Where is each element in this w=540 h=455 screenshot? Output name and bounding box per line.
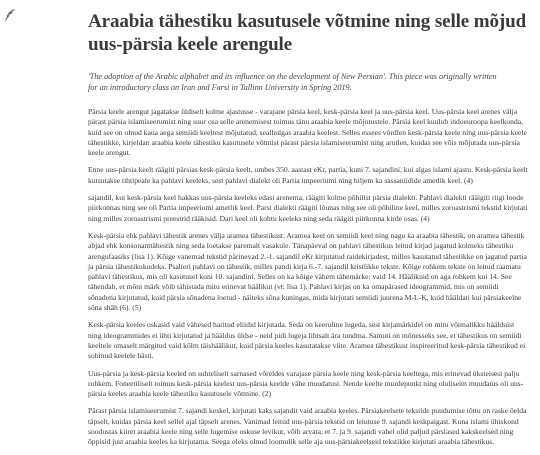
- paragraph-2: Enne uus-pärsia keelt räägiti pärsias kesk-pärsia keelt, umbes 350. aastast eKr, partia, kuni 7. sajandini, kui algas islami ajastu. Kesk-pärsia keelt kutsutakse tihtipeale ka pahlavi keeleks, sest pahlavi dialekt oli Partia impeeriumi ning hiljem ka sassaniidide ametlik keel. (4): [88, 165, 528, 185]
- paragraph-6: Uus-pärsia ja kesk-pärsia keeled on suhteliselt sarnased võreldes varajase pärsia keele ning kesk-pärsia keeltega, mis erinevad üksteisest palju rohkem. Foneetiliselt toimus kesk-pärsia keelest uus-pärsia keelde vähe muudatusi. Nende keelte murdepunkt ning oluliseim muudatus oli uus-pärsia keeles araabia keele tähestiku kasutusele võtmine. (2): [88, 368, 524, 399]
- article: [88, 10, 528, 455]
- article-title: Araabia tähestiku kasutusele võtmine ning selle mõjud uus-pärsia keele arengule: [88, 11, 527, 55]
- paragraph-4: Kesk-pärsia ehk pahlavi tähestik arenes välja aramea tähestikust. Aramea keel on semiidi keel ning nagu ka araabia tähestik, on aramea tähestik abjad ehk konsonanttähestik ning seda loetakse paremalt vasakule. Tänapäeval on pahlavi tähestikus leitud kirjad jagatud kolmeks tähestiku arengufaasiks (lisa 1). Kõige vanemad tekstid pärinevad 2.-1. sajandil eKr kirjutatud raidekirjadest, milles kasutatud tähestikke on jagatud partia ja pärsia tähestikukudeks. Psalteri pahlavi on tähestik, milles pandi kirja 6.-7. sajandil kristlikke tekste. Kõige rohkem tekste on leitud raamatu pahlavi tähestikus, mis oli kasutusel kuni 10. sajandini. Selles on ka kõige vähem tähemärke: vaid 14. Häälikuid on aga rohkem kui 14. See tähendab, et mõni märk võib tähistada mitu erinevat häälikut (vt: lisa 1). Pahlavi kirjas on ka omapärased ideogrammid, mis on semiidi sõnadena kirjutatud, kuid pärsia sõnadena loetud - näiteks sõna kuningas, mida kirjutati semiidi juurena M-L-K, kuid hääldati kui pärsiakeelne sõna shāh (6). (5): [88, 230, 527, 313]
- paragraph-5: Kesk-pärsia keeles oskasid vaid vähesed haritud eliidid kirjutada. Seda on keeruline lugeda, sest kirjamärkidel on mitu võimalikku häälduist ning ideogrammides ei ühti kirjutatud ja hääldus üldse - neid pidi lugeja lihtsalt ära tundma. Samuti on mõnesseks see, et tähestikus on semiidi keeltele omaselt märgitud vaid kõlm täishäälikut, kuid pärsia keeles kasutatakse viite. Aramea tähestikust inspireeritud kesk-pärsia tähestikud ei sobinud keelele hästi.: [88, 320, 526, 361]
- paragraph-1: Pärsia keele arengut jagatakse üldiselt kolme ajastusse - varajane pärsia keel, kesk-pärsia keel ja uus-pärsia keel. Uus-pärsia keel arenes välja pärast pärsia islamiseerumist ning suur osa selle arenemisest toimus tänu araabia keele mõjutustele. Pärsia keel kuulub indoeuroopa keelkonda, kuid see on olnud kaua aega semiidi keeltest mõjutatud, sealhulgas araabia keelest. Selles essees võrdlen kesk-pärsia keele ning uus-pärsia keele tähestikke, kirjeldan araabia keele tähestiku kasutusele võtmist pärast pärsia islamiseerumist ning arutlen, kuidas see võis mõjutada uus-pärsia keele arengut.: [88, 107, 527, 158]
- paragraph-7: Pärast pärsia islamiseerumist 7. sajandi keskel, kirjutati kaks sajandit vaid araabia keeles. Pärsiakeelsete tekstide puudumise tõttu on raske öelda täpselt, kuidas pärsia keel sellel ajal täpselt arenes. Vanimad leitud uus-pärsia tekstid on leiutuse 9. sajandi keskpaigast. Kuna islami ühiskond soodustas kiiret araabia keele ning selle lugemise oskuse levikut, võib arvata, et 7. ja 9. sajandi vahel olid paljud pärslased kakskeelsed ning õppisid just araabia keeles ka kirjutama. Seega oleks olnud loomulik selle aja uus-pärsiakeelseid tekstikke kirjutati araabia tähestikus.: [88, 406, 527, 447]
- quill-pen-icon[interactable]: [4, 8, 16, 22]
- article-subtitle: 'The adoption of the Arabic alphabet and its influence on the development of New Persian'. This piece was originally written for an introductory class on Iran and Farsi in Tallinn University in Spring 2019.: [88, 72, 497, 92]
- paragraph-3: sajandil, kui kesk-pärsia keel hakkas uus-pärsia keeleks edasi arenema, räägiti kolme põhilist pärsia dialekti. Pahlavi dialekti rääigiti riigi loode piirkonnas ning see oli Partia impeeriumi ametlik keel. Parsi dialekti räägiti lõunas ning see oli põhiline keel, milles zoroastrismi tekstid kirjutati ning milles zoroastrismi preestrid rääkisid. Dari keel oli kohtu keeleks ning seda räägiti piirkonna kirde osas. (4): [88, 193, 528, 223]
